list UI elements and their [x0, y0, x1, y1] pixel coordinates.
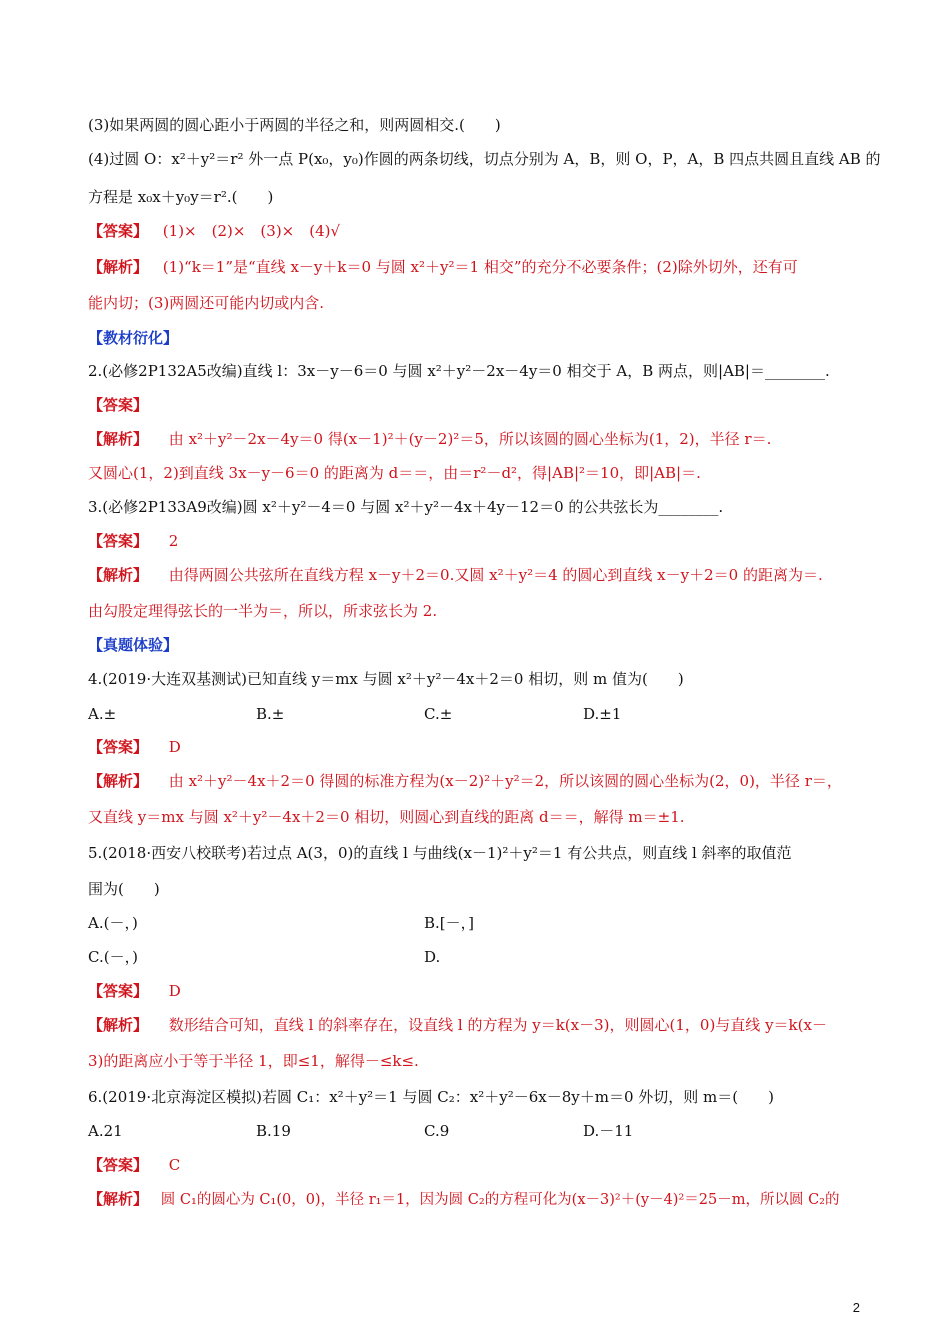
q6-option-b: B.19: [256, 1122, 291, 1140]
q1-item3: (3)如果两圆的圆心距小于两圆的半径之和，则两圆相交.( ): [88, 116, 501, 134]
q5-analysis-line1: [88, 1014, 868, 1036]
analysis-tag: 【解析】: [88, 566, 149, 584]
q6-option-a: A.21: [88, 1122, 123, 1140]
q2-answer: [88, 394, 868, 416]
q1-answer: [88, 220, 868, 242]
q4-option-d: D.±1: [583, 705, 622, 723]
answer-text: D: [168, 738, 181, 756]
analysis-tag: 【解析】: [88, 1016, 149, 1034]
answer-tag: 【答案】: [88, 532, 149, 550]
answer-text: C: [168, 1156, 181, 1174]
answer-tag: 【答案】: [88, 738, 149, 756]
q1-item4-line1: (4)过圆 O：x²＋y²＝r² 外一点 P(x₀，y₀)作圆的两条切线，切点分别为 A，B，则 O，P，A，B 四点共圆且直线 AB 的: [88, 150, 881, 168]
q6-analysis-line1: [88, 1188, 868, 1211]
q6-stem: 6.(2019·北京海淀区模拟)若圆 C₁：x²＋y²＝1 与圆 C₂：x²＋y²－6x－8y＋m＝0 外切，则 m＝( ): [88, 1088, 774, 1106]
q2-analysis-line2: 又圆心(1，2)到直线 3x－y－6＝0 的距离为 d＝＝，由＝r²－d²，得|AB|²＝10，即|AB|＝.: [88, 464, 701, 482]
analysis-text: 由得两圆公共弦所在直线方程 x－y＋2＝0.又圆 x²＋y²＝4 的圆心到直线 x－y＋2＝0 的距离为＝.: [168, 566, 823, 584]
q3-analysis-line1: [88, 564, 868, 586]
analysis-text: (1)“k＝1”是“直线 x－y＋k＝0 与圆 x²＋y²＝1 相交”的充分不必要条件；(2)除外切外，还有可: [162, 258, 798, 276]
analysis-text: 数形结合可知，直线 l 的斜率存在，设直线 l 的方程为 y＝k(x－3)，则圆心(1，0)与直线 y＝k(x－: [168, 1016, 827, 1034]
answer-text: (1)× (2)× (3)× (4)√: [162, 222, 341, 240]
analysis-tag: 【解析】: [88, 772, 149, 790]
analysis-text: 圆 C₁的圆心为 C₁(0，0)，半径 r₁＝1，因为圆 C₂的方程可化为(x－3)²＋(y－4)²＝25－m，所以圆 C₂的: [160, 1192, 840, 1208]
section-textbook: 【教材衍化】: [88, 329, 179, 347]
analysis-text: 由 x²＋y²－2x－4y＝0 得(x－1)²＋(y－2)²＝5，所以该圆的圆心坐标为(1，2)，半径 r＝.: [168, 430, 772, 448]
q2-analysis-line1: [88, 428, 868, 450]
q4-stem: 4.(2019·大连双基测试)已知直线 y＝mx 与圆 x²＋y²－4x＋2＝0 相切，则 m 值为( ): [88, 670, 684, 688]
q5-answer: [88, 980, 868, 1002]
answer-tag: 【答案】: [88, 222, 149, 240]
q4-option-a: A.±: [88, 705, 117, 723]
analysis-tag: 【解析】: [88, 430, 149, 448]
analysis-text: 由 x²＋y²－4x＋2＝0 得圆的标准方程为(x－2)²＋y²＝2，所以该圆的圆心坐标为(2，0)，半径 r＝，: [168, 772, 842, 790]
q5-analysis-line2: 3)的距离应小于等于半径 1，即≤1，解得－≤k≤.: [88, 1052, 419, 1070]
analysis-tag: 【解析】: [88, 258, 149, 276]
q4-option-c: C.±: [424, 705, 453, 723]
q5-option-a: A.(－，): [88, 914, 138, 932]
answer-tag: 【答案】: [88, 1156, 149, 1174]
q5-option-d: D.: [424, 948, 441, 966]
answer-tag: 【答案】: [88, 982, 149, 1000]
q5-stem-line2: 围为( ): [88, 880, 160, 898]
q1-item4-line2: 方程是 x₀x＋y₀y＝r².( ): [88, 188, 274, 206]
q5-option-c: C.(－，): [88, 948, 138, 966]
q3-stem: 3.(必修2P133A9改编)圆 x²＋y²－4＝0 与圆 x²＋y²－4x＋4y－12＝0 的公共弦长为________.: [88, 498, 724, 516]
q3-answer: [88, 530, 868, 552]
answer-text: 2: [168, 532, 179, 550]
section-real: 【真题体验】: [88, 636, 179, 654]
q4-answer: [88, 736, 868, 758]
q1-analysis-line2: 能内切；(3)两圆还可能内切或内含.: [88, 294, 325, 312]
q4-option-b: B.±: [256, 705, 285, 723]
answer-tag: 【答案】: [88, 396, 149, 414]
q6-answer: [88, 1154, 868, 1176]
q4-analysis-line2: 又直线 y＝mx 与圆 x²＋y²－4x＋2＝0 相切，则圆心到直线的距离 d＝＝，解得 m＝±1.: [88, 808, 685, 826]
analysis-tag: 【解析】: [88, 1190, 149, 1208]
q3-analysis-line2: 由勾股定理得弦长的一半为＝，所以，所求弦长为 2.: [88, 602, 438, 620]
q5-option-b: B.[－，]: [424, 914, 474, 932]
q6-option-d: D.－11: [583, 1122, 634, 1140]
q2-stem: 2.(必修2P132A5改编)直线 l：3x－y－6＝0 与圆 x²＋y²－2x－4y＝0 相交于 A，B 两点，则|AB|＝________.: [88, 362, 830, 380]
q1-analysis-line1: [88, 256, 868, 278]
q4-analysis-line1: [88, 770, 868, 792]
q6-option-c: C.9: [424, 1122, 450, 1140]
q5-stem-line1: 5.(2018·西安八校联考)若过点 A(3，0)的直线 l 与曲线(x－1)²＋y²＝1 有公共点，则直线 l 斜率的取值范: [88, 844, 792, 862]
page-number: 2: [852, 1300, 860, 1315]
answer-text: D: [168, 982, 181, 1000]
